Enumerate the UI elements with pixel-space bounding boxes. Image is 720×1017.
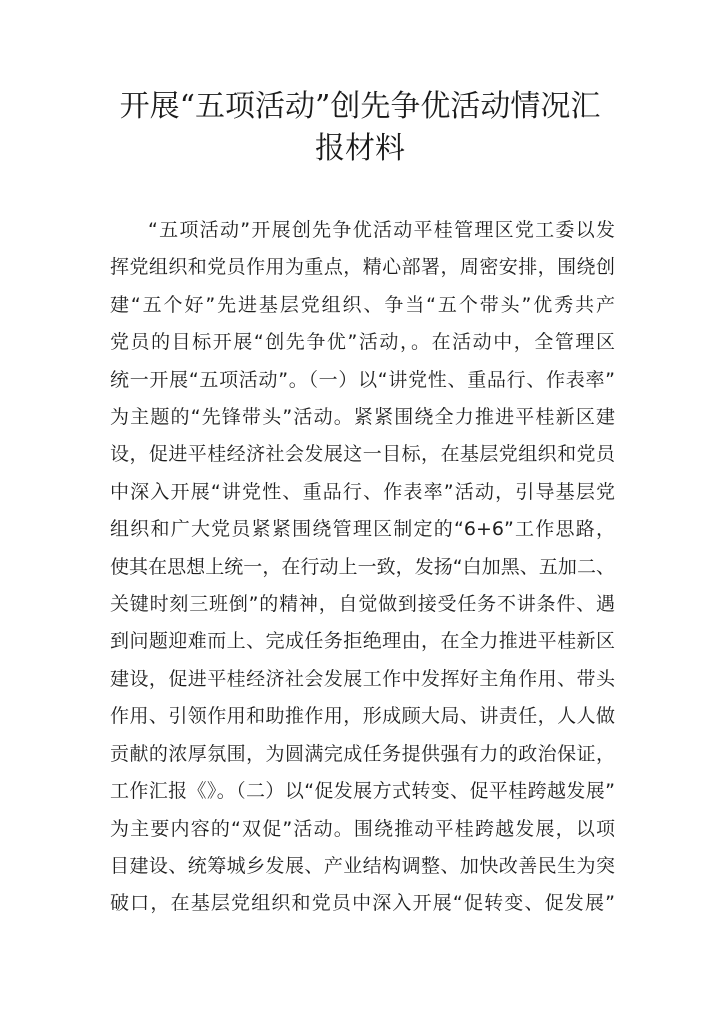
body-line: 作用、引领作用和助推作用，形成顾大局、讲责任，人人做 <box>110 705 615 728</box>
document-title <box>100 86 620 170</box>
body-line: 党员的目标开展“创先争优”活动，。在活动中，全管理区 <box>110 331 615 354</box>
body-line: 组织和广大党员紧紧围绕管理区制定的“6+6”工作思路， <box>110 518 615 541</box>
body-line: 挥党组织和党员作用为重点，精心部署，周密安排，围绕创 <box>110 256 615 279</box>
body-line: 目建设、统筹城乡发展、产业结构调整、加快改善民生为突 <box>110 854 615 877</box>
body-line: 为主题的“先锋带头”活动。紧紧围绕全力推进平桂新区建 <box>110 406 615 429</box>
body-line: 使其在思想上统一，在行动上一致，发扬“白加黑、五加二、 <box>110 555 615 578</box>
document-body <box>110 212 615 923</box>
body-line: 关键时刻三班倒”的精神，自觉做到接受任务不讲条件、遇 <box>110 593 615 616</box>
body-line: “五项活动”开展创先争优活动平桂管理区党工委以发 <box>148 219 615 241</box>
body-line: 到问题迎难而上、完成任务拒绝理由，在全力推进平桂新区 <box>110 630 615 653</box>
body-line: 统一开展“五项活动”。（一）以“讲党性、重品行、作表率” <box>110 368 615 391</box>
title-line: 报材料 <box>315 131 405 166</box>
body-line: 设，促进平桂经济社会发展这一目标，在基层党组织和党员 <box>110 443 615 466</box>
body-line: 贡献的浓厚氛围，为圆满完成任务提供强有力的政治保证， <box>110 742 615 765</box>
body-line: 建设，促进平桂经济社会发展工作中发挥好主角作用、带头 <box>110 667 615 690</box>
title-line: 开展“五项活动”创先争优活动情况汇 <box>119 89 601 124</box>
body-line: 破口，在基层党组织和党员中深入开展“促转变、促发展” <box>110 892 615 915</box>
body-line: 工作汇报《》。（二）以“促发展方式转变、促平桂跨越发展” <box>110 780 615 803</box>
body-line: 中深入开展“讲党性、重品行、作表率”活动，引导基层党 <box>110 480 615 503</box>
body-line: 为主要内容的“双促”活动。围绕推动平桂跨越发展，以项 <box>110 817 615 840</box>
body-line: 建“五个好”先进基层党组织、争当“五个带头”优秀共产 <box>110 293 615 316</box>
